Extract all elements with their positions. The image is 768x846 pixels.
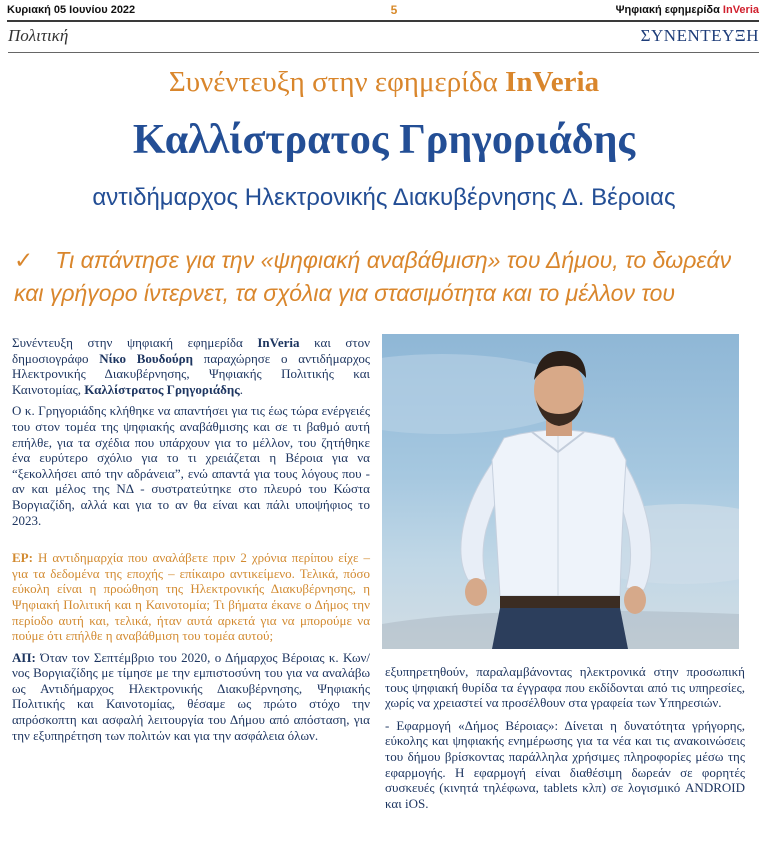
intro-bold-journalist: Νίκο Βουδούρη bbox=[99, 350, 193, 366]
kicker-headline bbox=[0, 66, 768, 99]
issue-date: Κυριακή 05 Ιουνίου 2022 bbox=[7, 4, 136, 16]
article-type-label: ΣΥΝΕΝΤΕΥΞΗ bbox=[640, 26, 759, 45]
article-column-right bbox=[385, 664, 745, 811]
kicker-text: Συνέντευξη στην εφημερίδα bbox=[168, 66, 506, 98]
page-header bbox=[7, 3, 759, 19]
right-paragraph-1: εξυπηρετηθούν, παραλαμβάνοντας ηλεκτρονικά στην προσωπική τους ψηφιακή θυρίδα τα έγγραφα που εκδίδονται από τις υπηρεσίες, χωρίς να χρειαστεί να προσέλθουν στα γραφεία των Υπηρεσιών. bbox=[385, 664, 745, 711]
intro-text-3: παραχώρησε ο αντιδήμαρχος Ηλεκτρονικής Διακυβέρνησης, Ψηφιακής Πολιτικής και Καινοτομίας, bbox=[12, 350, 370, 397]
interviewee-name: Καλλίστρατος Γρηγοριάδης bbox=[132, 117, 636, 163]
question-text: Η αντιδημαρχία που αναλάβετε πριν 2 χρόνια περίπου είχε – για τα δεδομένα της εποχής – επίκαιρο αντικείμενο. Τελικά, πόσο εύκολη είναι η προώθηση της Ηλεκτρονικής Διακυβέρνησης, η Ψηφιακή Πολιτική και η Καινοτομία; Τι βήματα έκανε ο Δήμος την περίοδο αυτή και, τελικά, ήταν αυτά αρκετά για να μπορούμε να πούμε ότι επήλθε η αναβάθμιση του τομέα αυτού; bbox=[12, 550, 370, 644]
question-label: ΕΡ: bbox=[12, 550, 33, 566]
page-number: 5 bbox=[390, 3, 398, 17]
publication-brand: InVeria bbox=[722, 4, 759, 16]
checkmark-icon: ✓ bbox=[14, 247, 34, 273]
intro-paragraph bbox=[12, 335, 370, 397]
publication-prefix: Ψηφιακή εφημερίδα bbox=[615, 4, 723, 16]
intro-text-1: Συνέντευξη στην ψηφιακή εφημερίδα bbox=[12, 335, 258, 350]
answer-paragraph bbox=[12, 650, 370, 744]
answer-text: Όταν τον Σεπτέμβριο του 2020, ο Δήμαρχος Βέροιας κ. Κων/νος Βοργιαζίδης με τίμησε με την εμπιστοσύνη του για να αναλάβω ως Αντιδήμαρχος Ηλεκτρονικής Διακυβέρνησης, Ψηφιακής Πολιτικής και Καινοτομίας, θέσαμε ως πρώτο στόχο την απρόσκοπτη και ασφαλή λειτουργία του Δήμου από απόσταση, για την εξυπηρέτηση των πολιτών και για την ασφάλεια όλων. bbox=[12, 649, 370, 743]
intro-text-2: και στον δημοσιογράφο bbox=[12, 335, 371, 366]
intro-text-4: . bbox=[239, 381, 243, 397]
interviewee-photo bbox=[382, 334, 739, 649]
section-bar bbox=[8, 26, 759, 50]
answer-label: ΑΠ: bbox=[12, 649, 36, 665]
kicker-brand: InVeria bbox=[505, 66, 600, 98]
lead-text: Τι απάντησε για την «ψηφιακή αναβάθμιση» του Δήμου, το δωρεάν και γρήγορο ίντερνετ, τα σχόλια για στασιμότητα και το μέλλον του bbox=[14, 247, 732, 306]
context-paragraph: Ο κ. Γρηγοριάδης κλήθηκε να απαντήσει για τις έως τώρα ενέργειές του στον τομέα της ψηφιακής αναβάθμισης και σε τι βαθμό αυτή επήλθε, για τα σχέδια που υπάρχουν για το μέλλον, του ζητήθηκε ένα ευρύτερο σχόλιο για το τι χρειάζεται η Βέροια για να “ξεκολλήσει από την αδράνεια”, ενώ απαντά για τους λόγους που - αν και μέλος της ΝΔ - συστρατεύτηκε στο πλευρό του Κώστα Βοργιαζίδη, αλλά και για το αν θα είναι και πάλι υποψήφιος το 2023. bbox=[12, 403, 370, 528]
publication-name bbox=[616, 4, 759, 16]
header-rule bbox=[7, 20, 759, 22]
lead-summary bbox=[14, 244, 759, 310]
intro-bold-interviewee: Καλλίστρατος Γρηγοριάδης bbox=[84, 381, 240, 397]
question-paragraph bbox=[12, 550, 370, 644]
section-rule bbox=[8, 52, 759, 53]
section-label: Πολιτική bbox=[8, 26, 69, 45]
article-column-left bbox=[12, 335, 370, 743]
interviewee-role: αντιδήμαρχος Ηλεκτρονικής Διακυβέρνησης Δ. Βέροιας bbox=[92, 184, 676, 211]
right-paragraph-2: - Εφαρμογή «Δήμος Βέροιας»: Δίνεται η δυνατότητα γρήγορης, εύκολης και ψηφιακής ενημέρωσης για τα νέα και τις ανακοινώσεις του δήμου βρίσκοντας παράλληλα χρήσιμες πληροφορίες μέσω της εφαρμογής. Η εφαρμογή είναι διαθέσιμη δωρεάν σε φορητές συσκευές (κινητά τηλέφωνα, tablets κλπ) σε λογισμικό ANDROID και iOS. bbox=[385, 717, 745, 811]
intro-bold-newspaper: InVeria bbox=[257, 335, 300, 350]
